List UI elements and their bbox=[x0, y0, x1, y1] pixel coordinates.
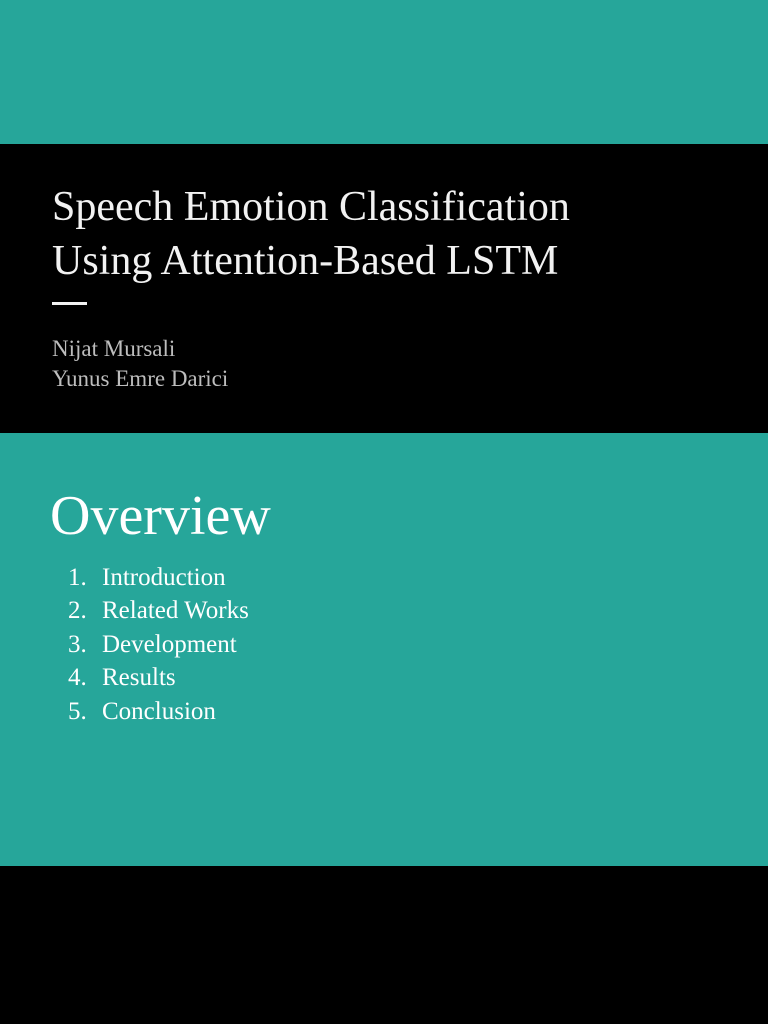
overview-heading: Overview bbox=[50, 485, 271, 547]
presentation-title bbox=[52, 180, 742, 288]
list-item-label: Introduction bbox=[102, 564, 226, 591]
author-name: Nijat Mursali bbox=[52, 336, 176, 361]
author-list bbox=[52, 334, 228, 394]
list-item-number: 2. bbox=[68, 597, 87, 625]
list-item-label: Results bbox=[102, 664, 176, 692]
next-slide-top bbox=[0, 866, 768, 1024]
previous-slide-bottom bbox=[0, 0, 768, 144]
list-item-number: 4. bbox=[68, 664, 87, 692]
list-item bbox=[68, 695, 249, 728]
list-item-number: 1. bbox=[68, 564, 87, 591]
title-slide bbox=[0, 144, 768, 433]
list-item-number: 5. bbox=[68, 697, 87, 725]
title-line-2: Using Attention-Based LSTM bbox=[52, 238, 559, 284]
title-divider bbox=[52, 302, 87, 305]
list-item bbox=[68, 628, 249, 661]
list-item-label: Development bbox=[102, 630, 237, 658]
list-item-number: 3. bbox=[68, 630, 87, 658]
overview-slide bbox=[0, 433, 768, 866]
author-name: Yunus Emre Darici bbox=[52, 366, 229, 391]
list-item bbox=[68, 594, 249, 627]
title-line-1: Speech Emotion Classification bbox=[52, 184, 570, 230]
list-item-label: Conclusion bbox=[102, 697, 216, 725]
list-item bbox=[68, 561, 249, 594]
overview-list bbox=[68, 561, 249, 728]
list-item bbox=[68, 661, 249, 694]
list-item-label: Related Works bbox=[102, 597, 249, 625]
